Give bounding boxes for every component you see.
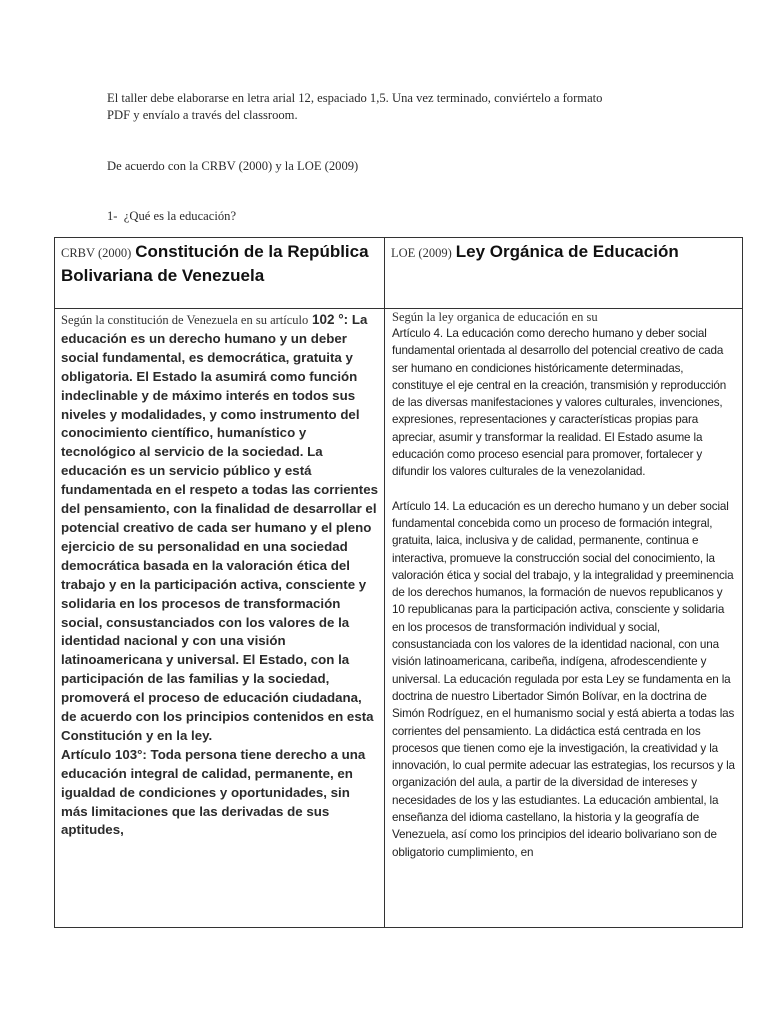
crbv-article-103: Artículo 103°: Toda persona tiene derecho a una educación integral de calidad, permanente, en igualdad de condiciones y oportunidades, sin más limitaciones que las derivadas de sus aptitudes, — [61, 746, 366, 838]
crbv-article-102: La educación es un derecho humano y un deber social fundamental, es democrática, gratuita y obligatoria. El Estado la asumirá como función indeclinable y de máximo interés en todos sus niveles y modalidades, y como instrumento del conocimiento científico, humanístico y tecnológico al servicio de la sociedad. La educación es un servicio público y está fundamentada en el respeto a todas las corrientes del pensamiento, con la finalidad de desarrollar el potencial creativo de cada ser humano y el pleno ejercicio de su personalidad en una sociedad democrática basada en la valoración ética del trabajo y en la participación activa, consciente y solidaria en los procesos de transformación social, consustanciados con los valores de la identidad nacional y con una visión latinoamericana y universal. El Estado, con la participación de las familias y la sociedad, promoverá el proceso de educación ciudadana, de acuerdo con los principios contenidos en esta Constitución y en la ley. — [61, 312, 379, 743]
loe-article-4: Artículo 4. La educación como derecho humano y deber social fundamental orientada al desarrollo del potencial creativo de cada ser humano en condiciones históricamente determinadas, constituye el eje central en la creación, transmisión y reproducción de las diversas manifestaciones y valores culturales, invenciones, expresiones, representaciones y características propias para apreciar, asumir y transformar la realidad. El Estado asume la educación como proceso esencial para promover, fortalecer y difundir los valores culturales de la venezolanidad. — [392, 327, 727, 479]
table-body-row — [55, 309, 743, 928]
loe-abbr: LOE (2009) — [391, 246, 452, 260]
crbv-body-cell — [55, 309, 385, 928]
instructions-line-2: PDF y envíalo a través del classroom. — [107, 108, 298, 122]
reference-line: De acuerdo con la CRBV (2000) y la LOE (2009) — [107, 159, 359, 173]
question-number: 1- — [107, 209, 118, 223]
crbv-header-cell — [55, 238, 385, 309]
paragraph-gap — [392, 481, 735, 498]
instructions-line-1: El taller debe elaborarse en letra arial 12, espaciado 1,5. Una vez terminado, conviértelo a formato — [107, 91, 603, 105]
question-text: ¿Qué es la educación? — [123, 209, 237, 223]
loe-body-cell — [385, 309, 743, 928]
crbv-lead: Según la constitución de Venezuela en su artículo — [61, 313, 309, 327]
comparison-table — [54, 237, 743, 928]
question-1 — [107, 209, 236, 224]
crbv-abbr: CRBV (2000) — [61, 246, 132, 260]
table-header-row — [55, 238, 743, 309]
loe-title: Ley Orgánica de Educación — [455, 242, 679, 261]
assignment-instructions — [107, 90, 667, 124]
loe-header-cell — [385, 238, 743, 309]
crbv-title: Constitución de la República Bolivariana de Venezuela — [61, 242, 369, 285]
loe-lead: Según la ley organica de educación en su — [392, 310, 598, 324]
crbv-article-number: 102 °: — [311, 312, 349, 327]
loe-article-14: Artículo 14. La educación es un derecho humano y un deber social fundamental concebida como un proceso de formación integral, gratuita, laica, inclusiva y de calidad, permanente, continua e interactiva, promueve la construcción social del conocimiento, la valoración ética y social del trabajo, y la integralidad y preeminencia de los derechos humanos, la formación de nuevos republicanos y 10 republicanas para la participación activa, consciente y solidaria en los procesos de transformación individual y social, consustanciada con los valores de la identidad nacional, con una visión latinoamericana, caribeña, indígena, afrodescendiente y universal. La educación regulada por esta Ley se fundamenta en la doctrina de nuestro Libertador Simón Bolívar, en la doctrina de Simón Rodríguez, en el humanismo social y está abierta a todas las corrientes del pensamiento. La didáctica está centrada en los procesos que tienen como eje la investigación, la creatividad y la innovación, lo cual permite adecuar las estrategias, los recursos y la organización del aula, a partir de la diversidad de intereses y necesidades de los y las estudiantes. La educación ambiental, la enseñanza del idioma castellano, la historia y la geografía de Venezuela, así como los principios del ideario bolivariano son de obligatorio cumplimiento, en — [392, 499, 735, 859]
